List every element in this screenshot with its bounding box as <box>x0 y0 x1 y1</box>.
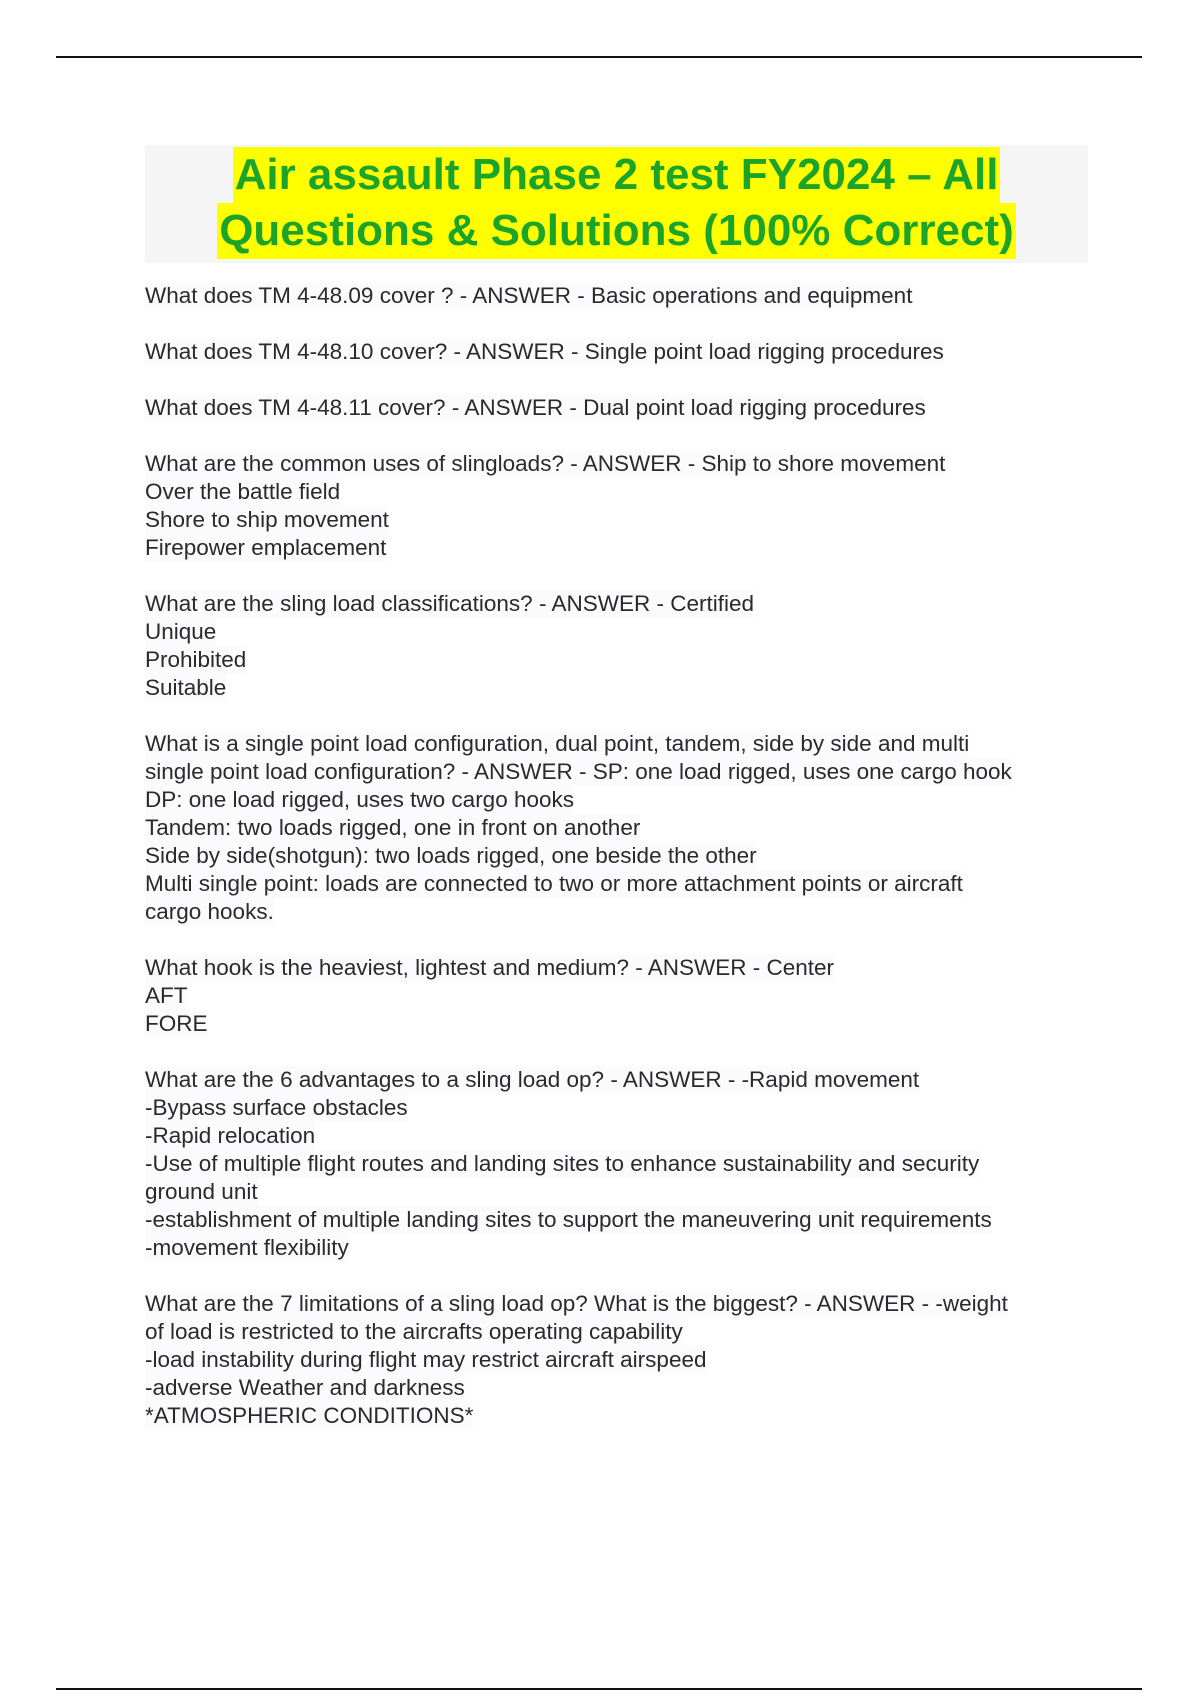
question-text: What are the 6 advantages to a sling load op? - ANSWER - -Rapid movement <box>145 1067 920 1092</box>
answer-line: -Use of multiple flight routes and landing sites to enhance sustainability and security <box>145 1151 980 1176</box>
answer-line: -establishment of multiple landing sites to support the maneuvering unit requirements <box>145 1207 992 1232</box>
question-text: What does TM 4-48.09 cover ? - ANSWER - Basic operations and equipment <box>145 283 913 308</box>
document-title <box>145 145 1088 263</box>
answer-line: Shore to ship movement <box>145 507 389 532</box>
question-text: What does TM 4-48.11 cover? - ANSWER - Dual point load rigging procedures <box>145 395 926 420</box>
answer-line: ground unit <box>145 1179 258 1204</box>
qa-list <box>145 282 1090 1458</box>
question-text: What is a single point load configuration, dual point, tandem, side by side and multi <box>145 731 970 756</box>
qa-item <box>145 394 1090 422</box>
answer-line: Multi single point: loads are connected to two or more attachment points or aircraft <box>145 871 963 896</box>
answer-line: Over the battle field <box>145 479 341 504</box>
answer-line: -movement flexibility <box>145 1235 349 1260</box>
title-line-1: Air assault Phase 2 test FY2024 – All <box>233 147 1001 203</box>
qa-item <box>145 954 1090 1038</box>
answer-line: -Bypass surface obstacles <box>145 1095 408 1120</box>
qa-item <box>145 338 1090 366</box>
qa-item <box>145 730 1090 926</box>
answer-line: of load is restricted to the aircrafts operating capability <box>145 1319 683 1344</box>
footer-rule <box>56 1688 1142 1690</box>
question-text: What are the sling load classifications? - ANSWER - Certified <box>145 591 754 616</box>
answer-line: Side by side(shotgun): two loads rigged, one beside the other <box>145 843 757 868</box>
answer-line: *ATMOSPHERIC CONDITIONS* <box>145 1403 474 1428</box>
answer-line: Prohibited <box>145 647 247 672</box>
answer-line: AFT <box>145 983 188 1008</box>
answer-line: -load instability during flight may restrict aircraft airspeed <box>145 1347 707 1372</box>
answer-line: single point load configuration? - ANSWER - SP: one load rigged, uses one cargo hook <box>145 759 1012 784</box>
answer-line: Firepower emplacement <box>145 535 387 560</box>
question-text: What hook is the heaviest, lightest and medium? - ANSWER - Center <box>145 955 835 980</box>
question-text: What are the common uses of slingloads? - ANSWER - Ship to shore movement <box>145 451 946 476</box>
header-rule <box>56 56 1142 58</box>
title-line-2: Questions & Solutions (100% Correct) <box>217 203 1016 259</box>
answer-line: Unique <box>145 619 217 644</box>
question-text: What does TM 4-48.10 cover? - ANSWER - Single point load rigging procedures <box>145 339 944 364</box>
answer-line: Suitable <box>145 675 227 700</box>
answer-line: Tandem: two loads rigged, one in front on another <box>145 815 641 840</box>
question-text: What are the 7 limitations of a sling load op? What is the biggest? - ANSWER - -weight <box>145 1291 1008 1316</box>
qa-item <box>145 450 1090 562</box>
qa-item <box>145 1066 1090 1262</box>
answer-line: DP: one load rigged, uses two cargo hooks <box>145 787 575 812</box>
answer-line: -Rapid relocation <box>145 1123 316 1148</box>
answer-line: -adverse Weather and darkness <box>145 1375 465 1400</box>
answer-line: cargo hooks. <box>145 899 274 924</box>
qa-item <box>145 1290 1090 1430</box>
answer-line: FORE <box>145 1011 208 1036</box>
qa-item <box>145 590 1090 702</box>
qa-item <box>145 282 1090 310</box>
